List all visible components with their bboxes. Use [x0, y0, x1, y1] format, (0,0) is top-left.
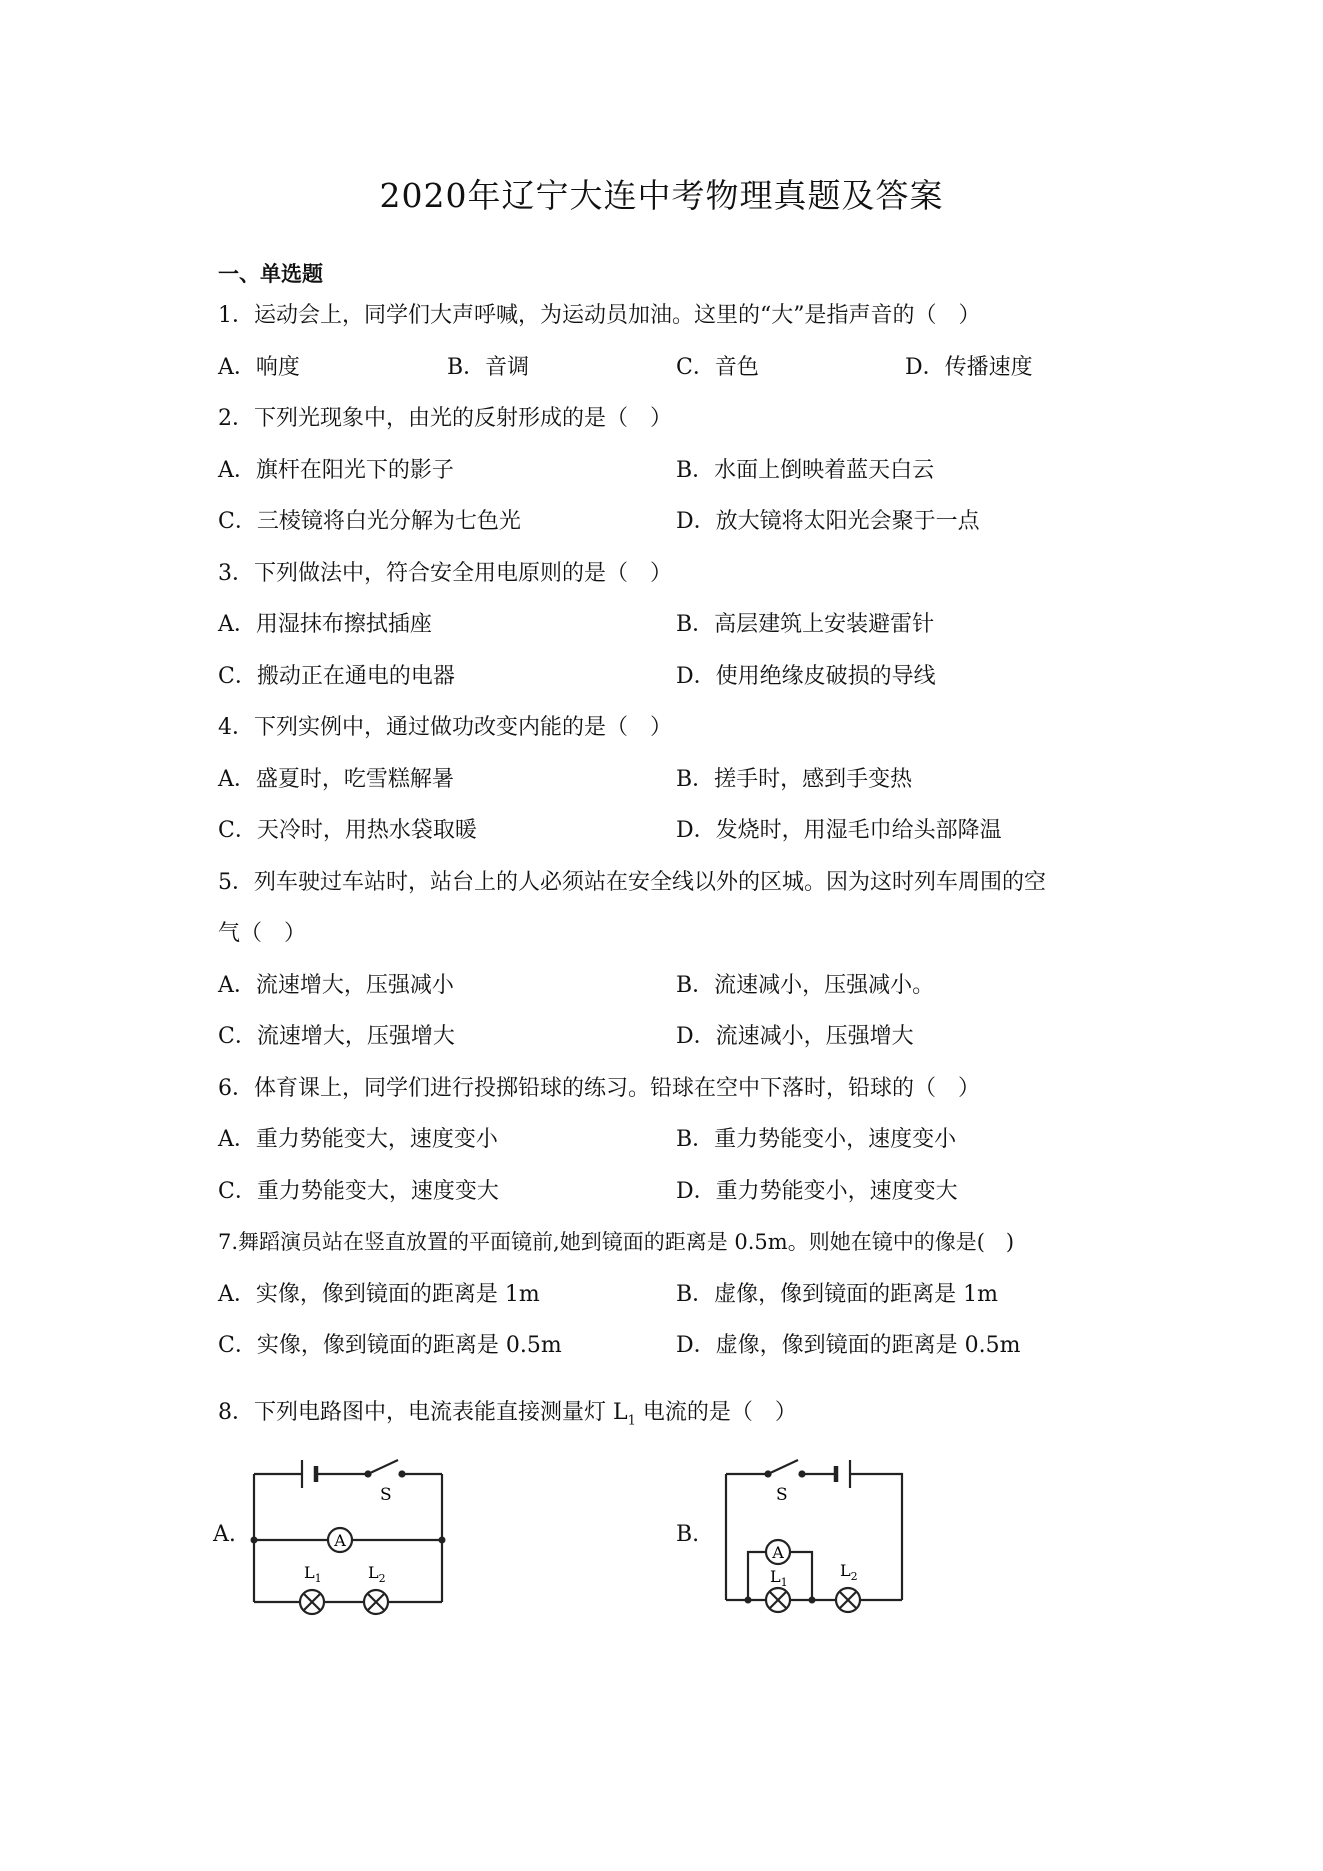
- q4-option-d[interactable]: D．发烧时，用湿毛巾给头部降温: [676, 818, 1002, 843]
- q6-option-d[interactable]: D．重力势能变小，速度变大: [676, 1179, 958, 1204]
- q1-option-a[interactable]: A．响度: [218, 355, 300, 380]
- question-5: 5．列车驶过车站时，站台上的人必须站在安全线以外的区城。因为这时列车周围的空: [218, 870, 1046, 895]
- q3-option-b[interactable]: B．高层建筑上安装避雷针: [676, 612, 935, 637]
- question-8: [218, 1400, 797, 1429]
- wire-top-right: [850, 1474, 902, 1600]
- lamp-l1-label: $L_1$: [304, 1563, 322, 1585]
- q1-option-b[interactable]: B．音调: [447, 355, 530, 380]
- q8-option-a[interactable]: A.: [213, 1522, 236, 1547]
- question-1: 1．运动会上，同学们大声呼喊，为运动员加油。这里的“大”是指声音的（ ）: [218, 303, 981, 328]
- lamp-l2-symbol: [364, 1590, 388, 1614]
- question-6: 6．体育课上，同学们进行投掷铅球的练习。铅球在空中下落时，铅球的（ ）: [218, 1076, 980, 1101]
- lamp-l1-symbol: [300, 1590, 324, 1614]
- lamp-l2-label: $L_2$: [840, 1561, 858, 1583]
- battery-symbol: [302, 1460, 316, 1488]
- q3-option-d[interactable]: D．使用绝缘皮破损的导线: [676, 664, 936, 689]
- junction-left: [745, 1597, 752, 1604]
- switch-symbol: [766, 1460, 805, 1477]
- ammeter-label: A: [334, 1531, 346, 1550]
- q8-option-b[interactable]: B.: [676, 1522, 700, 1547]
- q1-option-d[interactable]: D．传播速度: [905, 355, 1033, 380]
- document-title: 2020年辽宁大连中考物理真题及答案: [379, 176, 944, 215]
- q7-option-b[interactable]: B．虚像，像到镜面的距离是 1m: [676, 1282, 999, 1307]
- switch-label: S: [380, 1485, 392, 1505]
- q6-option-b[interactable]: B．重力势能变小，速度变小: [676, 1127, 957, 1152]
- question-4: 4．下列实例中，通过做功改变内能的是（ ）: [218, 715, 672, 740]
- ammeter-symbol: [328, 1528, 352, 1552]
- q5-option-a[interactable]: A．流速增大，压强减小: [218, 973, 454, 998]
- q4-option-c[interactable]: C．天冷时，用热水袋取暖: [218, 818, 477, 843]
- q7-option-a[interactable]: A．实像，像到镜面的距离是 1m: [218, 1282, 540, 1307]
- lamp-l2-symbol: [836, 1588, 860, 1612]
- q2-option-b[interactable]: B．水面上倒映着蓝天白云: [676, 458, 935, 483]
- switch-symbol: [366, 1460, 405, 1477]
- q6-option-c[interactable]: C．重力势能变大，速度变大: [218, 1179, 499, 1204]
- question-3: 3．下列做法中，符合安全用电原则的是（ ）: [218, 561, 672, 586]
- q4-option-a[interactable]: A．盛夏时，吃雪糕解暑: [218, 767, 454, 792]
- switch-label: S: [776, 1485, 788, 1505]
- question-8-text: 8．下列电路图中，电流表能直接测量灯 L: [218, 1400, 628, 1425]
- q5-option-b[interactable]: B．流速减小，压强减小。: [676, 973, 935, 998]
- junction-right: [439, 1537, 446, 1544]
- junction-right: [809, 1597, 816, 1604]
- circuit-diagram-a[interactable]: [240, 1450, 460, 1615]
- q2-option-a[interactable]: A．旗杆在阳光下的影子: [218, 458, 454, 483]
- question-2: 2．下列光现象中，由光的反射形成的是（ ）: [218, 406, 672, 431]
- q6-option-a[interactable]: A．重力势能变大，速度变小: [218, 1127, 498, 1152]
- section-heading: 一、单选题: [218, 262, 323, 286]
- junction-left: [251, 1537, 258, 1544]
- lamp-l1-label: $L_1$: [770, 1567, 788, 1589]
- q4-option-b[interactable]: B．搓手时，感到手变热: [676, 767, 913, 792]
- question-8-subscript: 1: [627, 1413, 636, 1429]
- q3-option-a[interactable]: A．用湿抹布擦拭插座: [218, 612, 432, 637]
- q7-option-c[interactable]: C．实像，像到镜面的距离是 0.5m: [218, 1333, 562, 1358]
- ammeter-symbol: [766, 1540, 790, 1564]
- lamp-l2-label: $L_2$: [368, 1563, 386, 1585]
- q2-option-d[interactable]: D．放大镜将太阳光会聚于一点: [676, 509, 980, 534]
- q2-option-c[interactable]: C．三棱镜将白光分解为七色光: [218, 509, 521, 534]
- question-8-text-end: 电流的是（ ）: [635, 1400, 797, 1425]
- question-7: 7.舞蹈演员站在竖直放置的平面镜前,她到镜面的距离是 0.5m。则她在镜中的像是( ): [218, 1230, 1015, 1254]
- q1-option-c[interactable]: C．音色: [676, 355, 759, 380]
- q5-option-c[interactable]: C．流速增大，压强增大: [218, 1024, 455, 1049]
- q3-option-c[interactable]: C．搬动正在通电的电器: [218, 664, 455, 689]
- battery-symbol: [836, 1460, 850, 1488]
- circuit-diagram-b[interactable]: [712, 1450, 922, 1610]
- question-5-continuation: 气（ ）: [218, 921, 307, 946]
- ammeter-label: A: [772, 1543, 784, 1562]
- q7-option-d[interactable]: D．虚像，像到镜面的距离是 0.5m: [676, 1333, 1021, 1358]
- q5-option-d[interactable]: D．流速减小，压强增大: [676, 1024, 914, 1049]
- lamp-l1-symbol: [766, 1588, 790, 1612]
